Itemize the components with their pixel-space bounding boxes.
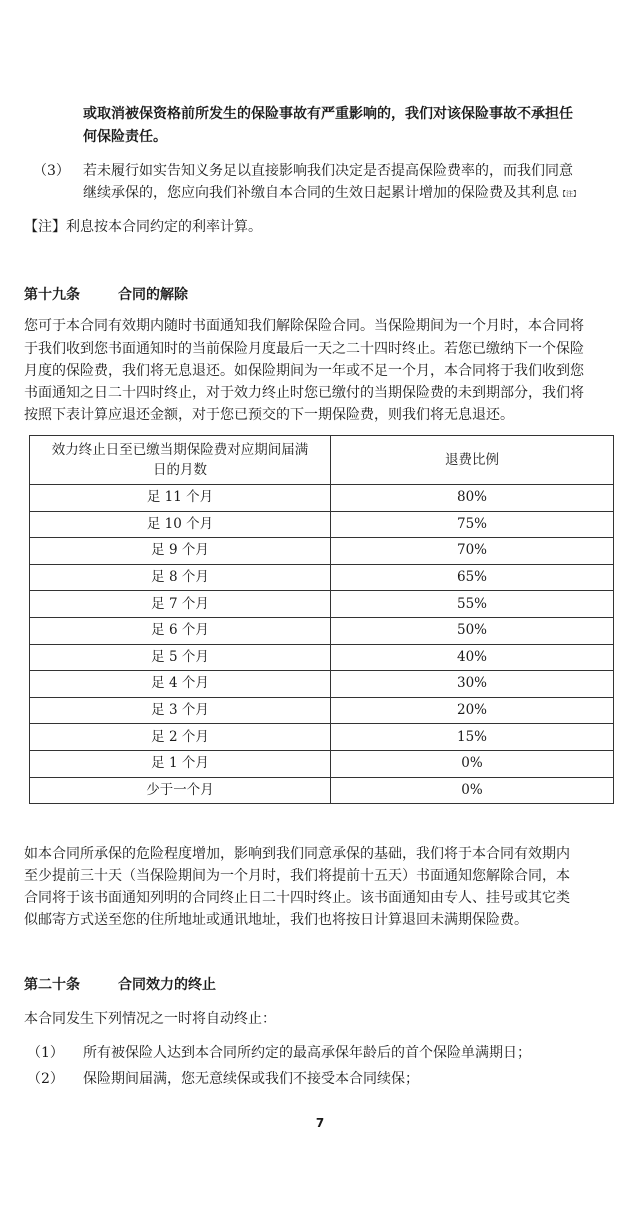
bold-clause-line-1: 或取消被保资格前所发生的保险事故有严重影响的，我们对该保险事故不承担任 — [83, 106, 573, 122]
months-cell: 足 4 个月 — [30, 671, 331, 698]
months-cell: 足 7 个月 — [30, 591, 331, 618]
ratio-cell: 70% — [331, 538, 614, 565]
months-cell: 足 5 个月 — [30, 644, 331, 671]
table-row — [30, 511, 614, 538]
item-3-number: （3） — [33, 163, 70, 179]
months-cell: 少于一个月 — [30, 777, 331, 804]
ratio-cell: 20% — [331, 697, 614, 724]
ratio-cell: 40% — [331, 644, 614, 671]
article-19-para-2-line: 如本合同所承保的危险程度增加，影响到我们同意承保的基础，我们将于本合同有效期内 — [24, 846, 570, 862]
ratio-cell: 30% — [331, 671, 614, 698]
article-19-para-1-line: 您可于本合同有效期内随时书面通知我们解除保险合同。当保险期间为一个月时，本合同将 — [24, 318, 584, 334]
article-20-number: 第二十条 — [24, 977, 80, 993]
ratio-cell: 15% — [331, 724, 614, 751]
table-row — [30, 671, 614, 698]
months-cell: 足 9 个月 — [30, 538, 331, 565]
table-row — [30, 485, 614, 512]
header-months: 效力终止日至已缴当期保险费对应期间届满 日的月数 — [30, 436, 331, 485]
note-marker: 【注】 — [559, 190, 580, 198]
article-20-intro: 本合同发生下列情况之一时将自动终止： — [24, 1011, 276, 1027]
item-3-line-1: 若未履行如实告知义务足以直接影响我们决定是否提高保险费率的，而我们同意 — [83, 163, 573, 179]
table-row — [30, 564, 614, 591]
article-19-para-1-line: 月度的保险费，我们将无息退还。如保险期间为一年或不足一个月，本合同将于我们收到您 — [24, 363, 584, 379]
header-ratio: 退费比例 — [331, 436, 614, 485]
article-19-heading — [24, 286, 188, 304]
months-cell: 足 1 个月 — [30, 750, 331, 777]
article-20-heading — [24, 976, 216, 994]
months-cell: 足 10 个月 — [30, 511, 331, 538]
ratio-cell: 0% — [331, 777, 614, 804]
article-20-title: 合同效力的终止 — [118, 977, 216, 993]
interest-note: 【注】利息按本合同约定的利率计算。 — [24, 219, 262, 235]
table-header-row — [30, 436, 614, 485]
ratio-cell: 80% — [331, 485, 614, 512]
ratio-cell: 0% — [331, 750, 614, 777]
item-3-line-2: 继续承保的，您应向我们补缴自本合同的生效日起累计增加的保险费及其利息【注】 — [83, 185, 580, 201]
table-row — [30, 538, 614, 565]
months-cell: 足 8 个月 — [30, 564, 331, 591]
article-19-para-2-line: 至少提前三十天（当保险期间为一个月时，我们将提前十五天）书面通知您解除合同，本 — [24, 868, 570, 884]
table-row — [30, 777, 614, 804]
article-19-number: 第十九条 — [24, 287, 80, 303]
table-row — [30, 591, 614, 618]
bold-clause-line-2: 何保险责任。 — [83, 129, 167, 145]
article-20-item-2-number: （2） — [27, 1071, 64, 1087]
table-row — [30, 644, 614, 671]
article-19-para-1-line: 书面通知之日二十四时终止，对于效力终止时您已缴付的当期保险费的未到期部分，我们将 — [24, 385, 584, 401]
ratio-cell: 55% — [331, 591, 614, 618]
table-row — [30, 617, 614, 644]
page-number: 7 — [315, 1116, 325, 1130]
article-19-para-2-line: 合同将于该书面通知列明的合同终止日二十四时终止。该书面通知由专人、挂号或其它类 — [24, 890, 570, 906]
article-20-item-1-text: 所有被保险人达到本合同所约定的最高承保年龄后的首个保险单满期日； — [83, 1045, 531, 1061]
article-19-para-2-line: 似邮寄方式送至您的住所地址或通讯地址，我们也将按日计算退回未满期保险费。 — [24, 912, 528, 928]
ratio-cell: 50% — [331, 617, 614, 644]
months-cell: 足 11 个月 — [30, 485, 331, 512]
article-19-para-1-line: 于我们收到您书面通知时的当前保险月度最后一天之二十四时终止。若您已缴纳下一个保险 — [24, 341, 584, 357]
months-cell: 足 3 个月 — [30, 697, 331, 724]
months-cell: 足 2 个月 — [30, 724, 331, 751]
article-19-para-1-line: 按照下表计算应退还金额，对于您已预交的下一期保险费，则我们将无息退还。 — [24, 407, 514, 423]
ratio-cell: 75% — [331, 511, 614, 538]
table-row — [30, 750, 614, 777]
refund-ratio-table — [29, 435, 614, 804]
article-19-title: 合同的解除 — [118, 287, 188, 303]
article-20-item-1-number: （1） — [27, 1045, 64, 1061]
table-row — [30, 697, 614, 724]
article-20-item-2-text: 保险期间届满，您无意续保或我们不接受本合同续保； — [83, 1071, 419, 1087]
months-cell: 足 6 个月 — [30, 617, 331, 644]
table-row — [30, 724, 614, 751]
ratio-cell: 65% — [331, 564, 614, 591]
